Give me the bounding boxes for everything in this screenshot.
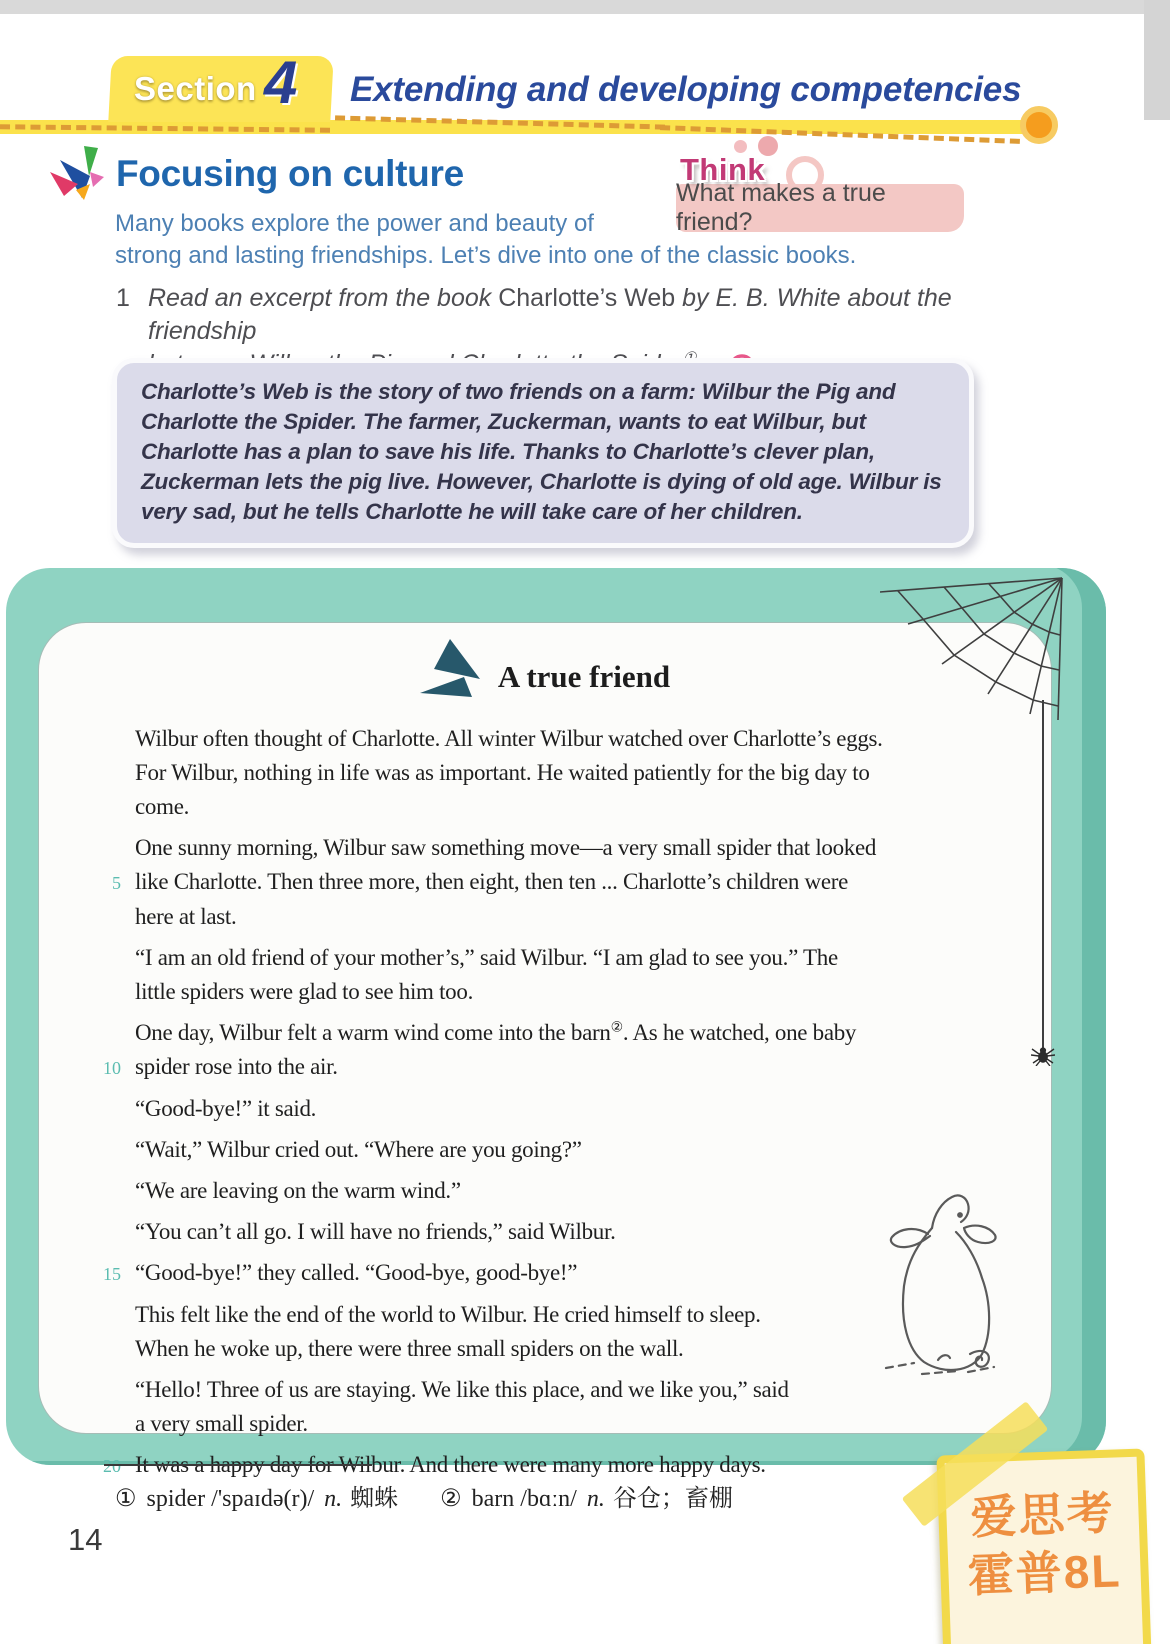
passage-line <box>81 975 1031 1009</box>
passage-line-text: One sunny morning, Wilbur saw something move—a very small spider that looked <box>135 835 877 860</box>
passage-line-text: like Charlotte. Then three more, then eight, then ten ... Charlotte’s children were <box>135 869 848 894</box>
passage-line <box>81 722 1031 756</box>
photo-edge-corner <box>1144 0 1170 120</box>
section-title: Extending and developing competencies <box>350 70 1022 109</box>
passage-line-text: Wilbur often thought of Charlotte. All winter Wilbur watched over Charlotte’s eggs. <box>135 726 883 751</box>
passage-line <box>81 865 1031 900</box>
passage-line <box>81 790 1031 824</box>
line-number: 20 <box>103 1456 121 1476</box>
task-number: 1 <box>116 284 130 312</box>
book-summary-text: Charlotte’s Web is the story of two friends on a farm: Wilbur the Pig and Charlotte the Spider. The farmer, Zuckerman, wants to eat Wilbur, but Charlotte has a plan to save his life. Thanks to Charlotte’s clever plan, Zuckerman lets the pig live. However, Charlotte is dying of old age. Wilbur is very sad, but he tells Charlotte he will take care of her children. <box>141 379 942 524</box>
page-number: 14 <box>68 1522 103 1557</box>
passage-line-text: “Hello! Three of us are staying. We like this place, and we like you,” said <box>135 1377 789 1402</box>
book-summary-box <box>112 358 974 548</box>
culture-heading: Focusing on culture <box>116 153 464 194</box>
passage-line <box>81 756 1031 790</box>
passage-line <box>81 941 1031 975</box>
passage-line <box>81 1050 1031 1085</box>
origami-crane-icon <box>48 146 112 202</box>
passage-line-text: “Good-bye!” they called. “Good-bye, good-bye!” <box>135 1260 578 1285</box>
passage-line <box>81 1016 1031 1050</box>
passage-line-text: a very small spider. <box>135 1411 308 1436</box>
passage-line-text: “You can’t all go. I will have no friends,” said Wilbur. <box>135 1219 616 1244</box>
passage-line <box>81 831 1031 865</box>
think-badge: Think <box>680 152 766 187</box>
footnote-item: ① spider /'spaɪdə(r)/ n. 蜘蛛 <box>115 1485 399 1512</box>
passage-line <box>81 1092 1031 1126</box>
line-number: 10 <box>103 1058 121 1078</box>
passage-line-text: “We are leaving on the warm wind.” <box>135 1178 461 1203</box>
passage-line-text: “Good-bye!” it said. <box>135 1096 317 1121</box>
footnote-item: ② barn /bɑːn/ n. 谷仓；畜棚 <box>440 1485 733 1512</box>
passage-line-text: One day, Wilbur felt a warm wind come into the barn②. As he watched, one baby <box>135 1020 857 1045</box>
passage-line-text: little spiders were glad to see him too. <box>135 979 474 1004</box>
footnote-divider <box>104 1464 372 1466</box>
line-number: 15 <box>103 1264 121 1284</box>
task-text: by E. B. White about the friendship <box>148 284 952 345</box>
task-text: Read an excerpt from the book <box>148 284 499 312</box>
culture-heading-row <box>48 146 464 202</box>
banner-end-dot <box>1020 106 1058 144</box>
sticker-text: 爱思考 <box>969 1486 1116 1544</box>
passage-line <box>81 1133 1031 1167</box>
section-number: 4 <box>264 49 298 116</box>
spider-icon <box>1031 1044 1055 1066</box>
passage-line-text: come. <box>135 794 190 819</box>
think-question: What makes a true friend? <box>676 179 886 236</box>
spider-web-icon <box>880 572 1066 722</box>
pig-sketch <box>872 1182 1008 1382</box>
footnotes <box>115 1478 733 1513</box>
passage-line-text: This felt like the end of the world to Wilbur. He cried himself to sleep. <box>135 1302 761 1327</box>
book-title: Charlotte’s Web <box>498 284 676 312</box>
spider-thread <box>1042 700 1044 1048</box>
passage-title: A true friend <box>497 659 671 694</box>
think-question-box <box>676 179 964 236</box>
passage-line-text: It was a happy day for Wilbur. And there were many more happy days. <box>135 1452 766 1477</box>
intro-line: strong and lasting friendships. Let’s dive into one of the classic books. <box>115 242 857 269</box>
section-label: Section <box>134 70 257 107</box>
passage-line <box>81 1407 1031 1441</box>
passage-line-text: “I am an old friend of your mother’s,” said Wilbur. “I am glad to see you.” The <box>135 945 838 970</box>
photo-edge-top <box>0 0 1170 14</box>
sticker-text: 霍普8L <box>966 1544 1123 1602</box>
passage-line-text: When he woke up, there were three small spiders on the wall. <box>135 1336 684 1361</box>
passage-line-text: spider rose into the air. <box>135 1054 338 1079</box>
passage-line <box>81 900 1031 934</box>
passage-line-text: “Wait,” Wilbur cried out. “Where are you going?” <box>135 1137 582 1162</box>
passage-line-text: here at last. <box>135 904 237 929</box>
intro-line: Many books explore the power and beauty of <box>115 210 594 237</box>
passage-line-text: For Wilbur, nothing in life was as important. He waited patiently for the big day to <box>135 760 870 785</box>
title-arrow-icon <box>420 639 492 701</box>
line-number: 5 <box>112 873 121 893</box>
